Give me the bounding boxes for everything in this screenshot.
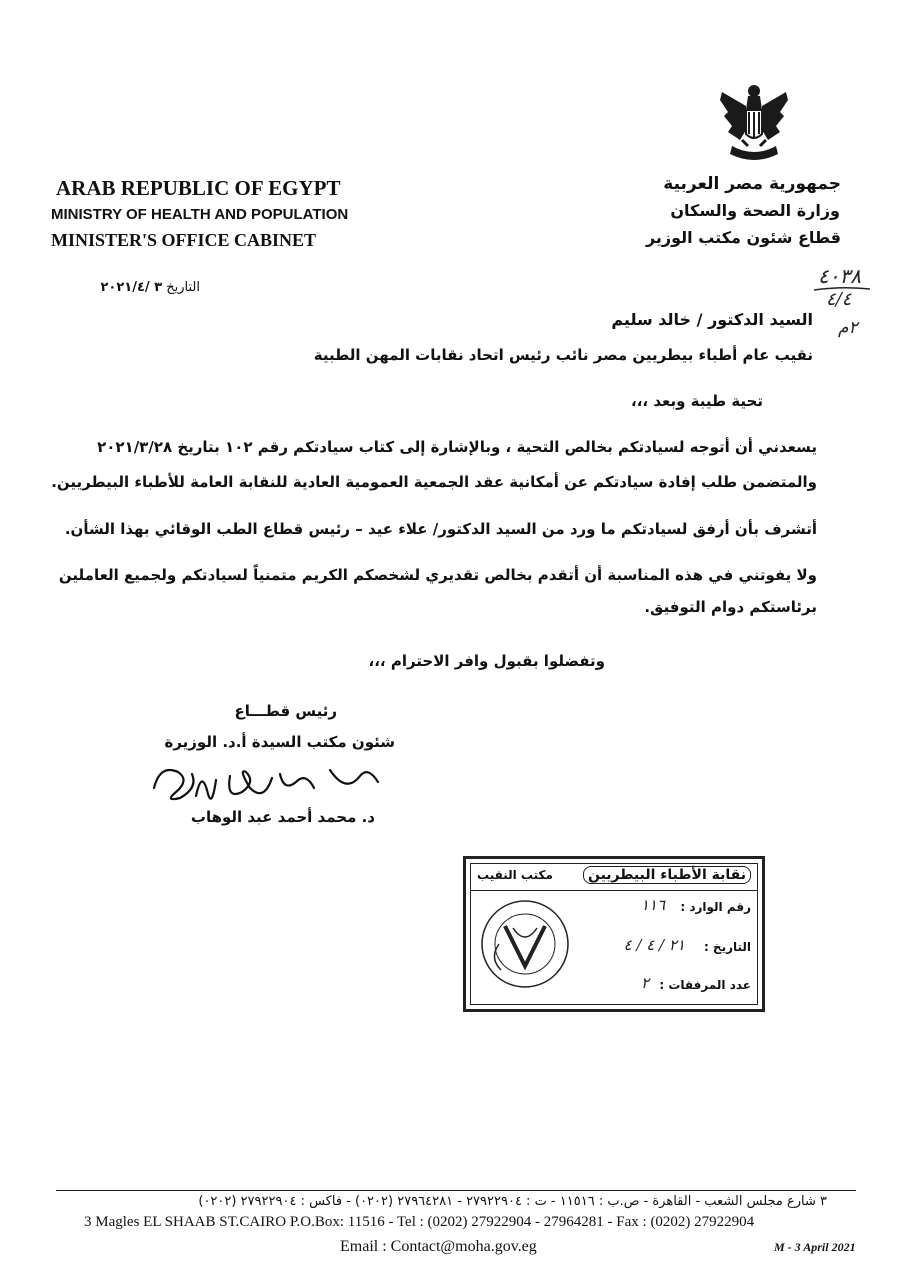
header-ar-country: جمهورية مصر العربية bbox=[663, 174, 841, 194]
date-value: ٣ /٢٠٢١/٤ bbox=[100, 280, 163, 295]
footer-form-code: M - 3 April 2021 bbox=[774, 1240, 856, 1254]
header-en-ministry: MINISTRY OF HEALTH AND POPULATION bbox=[51, 206, 349, 223]
closing: وتفضلوا بقبول وافر الاحترام ،،، bbox=[368, 652, 605, 670]
stamp-office: مكتب النقيب bbox=[477, 868, 553, 882]
stamp-incoming-label: رقم الوارد : bbox=[680, 900, 751, 914]
body-line-3: أتشرف بأن أرفق لسيادتكم ما ورد من السيد الدكتور/ علاء عيد – رئيس قطاع الطب الوقائي بهذا الشأن. bbox=[64, 520, 817, 538]
addressee-title: نقيب عام أطباء بيطريين مصر نائب رئيس اتحاد نقابات المهن الطبية bbox=[313, 346, 813, 364]
addressee-name: السيد الدكتور / خالد سليم bbox=[611, 310, 813, 329]
handwritten-ref-number: ٤٠٣٨ bbox=[818, 264, 861, 288]
footer-address-en: 3 Magles EL SHAAB ST.CAIRO P.O.Box: 11516 - Tel : (0202) 27922904 - 27964281 - Fax : (0202) 27922904 bbox=[84, 1214, 755, 1230]
eagle-emblem-icon bbox=[718, 82, 790, 164]
signature-title-2: شئون مكتب السيدة أ.د. الوزيرة bbox=[164, 733, 395, 751]
handwritten-initial: ٢م bbox=[838, 318, 858, 338]
signature-name: د. محمد أحمد عبد الوهاب bbox=[190, 808, 375, 826]
incoming-stamp bbox=[463, 856, 765, 1012]
body-line-5: برئاستكم دوام التوفيق. bbox=[644, 598, 817, 616]
signature-title-1: رئيس قطـــاع bbox=[234, 702, 337, 720]
header-en-country: ARAB REPUBLIC OF EGYPT bbox=[56, 176, 341, 200]
date-label: التاريخ bbox=[166, 280, 200, 295]
footer-email: Email : Contact@moha.gov.eg bbox=[340, 1238, 537, 1255]
syndicate-seal-icon bbox=[479, 898, 571, 990]
greeting: تحية طيبة وبعد ،،، bbox=[631, 392, 763, 410]
footer-address-ar: ٣ شارع مجلس الشعب - القاهرة - ص.ب : ١١٥١٦ - ت : ٢٧٩٢٢٩٠٤ - ٢٧٩٦٤٢٨١ (٠٢٠٢) - فاكس : ٢٧٩٢٢٩٠٤ (٠٢٠٢) bbox=[198, 1194, 827, 1209]
header-ar-office: قطاع شئون مكتب الوزير bbox=[645, 228, 841, 247]
stamp-attachments-value: ٢ bbox=[640, 974, 649, 992]
body-line-4: ولا يفوتني في هذه المناسبة أن أتقدم بخالص تقديري لشخصكم الكريم متمنياً لسيادتكم ولجميع العاملين bbox=[58, 566, 817, 584]
stamp-org: نقابة الأطباء البيطريين bbox=[583, 866, 751, 884]
handwritten-ref-date: ٤/٤ bbox=[826, 289, 852, 310]
stamp-attachments-label: عدد المرفقات : bbox=[659, 978, 751, 992]
body-line-2: والمتضمن طلب إفادة سيادتكم عن أمكانية عقد الجمعية العمومية العادية للنقابة العامة للأطباء البيطريين. bbox=[51, 473, 817, 491]
header-en-office: MINISTER'S OFFICE CABINET bbox=[51, 230, 317, 250]
stamp-date-label: التاريخ : bbox=[703, 940, 751, 954]
stamp-incoming-value: ١١٦ bbox=[640, 896, 665, 914]
body-line-1: يسعدني أن أتوجه لسيادتكم بخالص التحية ، وبالإشارة إلى كتاب سيادتكم رقم ١٠٢ بتاريخ ٢٠٢١/٣/٢٨ bbox=[97, 438, 817, 456]
header-ar-ministry: وزارة الصحة والسكان bbox=[670, 201, 840, 220]
stamp-date-value: ٢١ / ٤ / ٤ bbox=[623, 936, 685, 954]
date-line bbox=[60, 280, 200, 295]
